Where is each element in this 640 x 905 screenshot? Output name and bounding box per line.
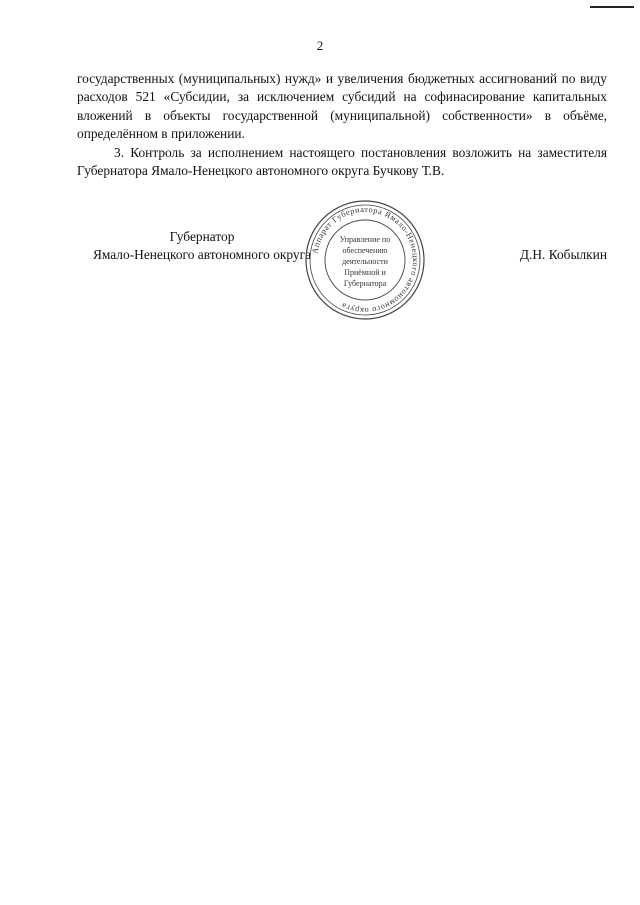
svg-text:Губернатора: Губернатора xyxy=(343,279,387,288)
page-number: 2 xyxy=(316,38,324,53)
document-body xyxy=(77,70,607,180)
signatory-position-line1: Губернатор xyxy=(169,229,235,244)
signature-block xyxy=(77,204,607,328)
svg-text:обеспечению: обеспечению xyxy=(342,246,388,255)
official-seal-stamp xyxy=(303,198,427,322)
signatory-position xyxy=(77,228,327,265)
paragraph-continuation: государственных (муниципальных) нужд» и увеличения бюджетных ассигнований по виду расходов 521 «Субсидии, за исключением субсидий на софинасирование капитальных вложений в объекты государственной (муниципальной) собственности» в объёме, определённом в приложении. xyxy=(77,71,607,142)
signatory-name: Д.Н. Кобылкин xyxy=(519,247,607,262)
svg-text:Аппарат Губернатора Ямало-Нене: Аппарат Губернатора Ямало-Ненецкого автономного округа xyxy=(310,204,421,316)
signatory-position-line2: Ямало-Ненецкого автономного округа xyxy=(92,247,312,263)
svg-text:деятельности: деятельности xyxy=(342,257,388,266)
corner-mark-line xyxy=(590,6,634,8)
svg-text:Управление по: Управление по xyxy=(339,235,391,244)
svg-text:Приёмной и: Приёмной и xyxy=(344,268,386,277)
paragraph-control-clause: 3. Контроль за исполнением настоящего постановления возложить на заместителя Губернатора Ямало-Ненецкого автономного округа Бучкову Т.В. xyxy=(77,144,607,179)
